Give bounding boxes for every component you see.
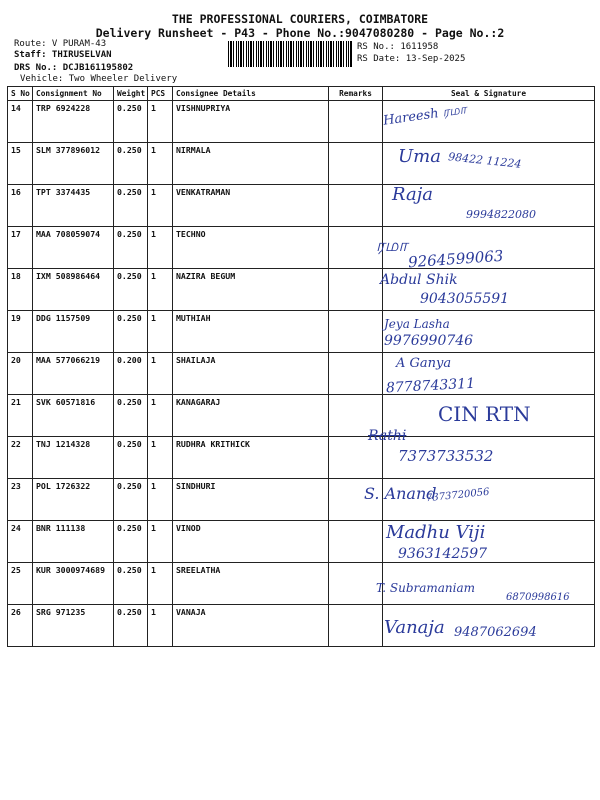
table-row: [8, 437, 595, 479]
signature-18: Abdul Shik: [380, 272, 458, 288]
weight: 0.250: [114, 395, 148, 437]
signature-15: Uma: [398, 146, 441, 167]
signature-17: ரமா: [376, 236, 408, 256]
sno: 24: [8, 521, 33, 563]
remarks: [329, 227, 383, 269]
sno: 17: [8, 227, 33, 269]
sno: 26: [8, 605, 33, 647]
consignee: TECHNO: [173, 227, 329, 269]
consignment-no: DDG 1157509: [33, 311, 114, 353]
table-row: [8, 311, 595, 353]
remarks: [329, 185, 383, 227]
consignment-no: MAA 577066219: [33, 353, 114, 395]
col-consignee: Consignee Details: [173, 87, 329, 101]
consignee: SREELATHA: [173, 563, 329, 605]
signature-23-number: 7373720056: [425, 486, 491, 505]
consignee: VISHNUPRIYA: [173, 101, 329, 143]
signature-24-number: 9363142597: [398, 546, 488, 562]
remarks: [329, 143, 383, 185]
route-label: Route: V PURAM-43: [14, 39, 107, 49]
col-sno: S No: [8, 87, 33, 101]
signature-23: S. Anand: [364, 484, 437, 503]
sno: 16: [8, 185, 33, 227]
consignee: KANAGARAJ: [173, 395, 329, 437]
runsheet-table: [7, 86, 595, 647]
sno: 20: [8, 353, 33, 395]
pcs: 1: [148, 605, 173, 647]
remarks: [329, 269, 383, 311]
signature-19: Jeya Lasha: [384, 317, 450, 331]
pcs: 1: [148, 521, 173, 563]
pcs: 1: [148, 227, 173, 269]
consignment-no: SLM 377896012: [33, 143, 114, 185]
pcs: 1: [148, 311, 173, 353]
signature-16-number: 9994822080: [466, 208, 536, 221]
consignee: SHAILAJA: [173, 353, 329, 395]
consignment-no: MAA 708059074: [33, 227, 114, 269]
consignee: RUDHRA KRITHICK: [173, 437, 329, 479]
sno: 15: [8, 143, 33, 185]
remarks: [329, 353, 383, 395]
sno: 14: [8, 101, 33, 143]
weight: 0.250: [114, 269, 148, 311]
table-row: [8, 521, 595, 563]
signature-20-number: 8778743311: [385, 375, 476, 397]
pcs: 1: [148, 353, 173, 395]
remarks: [329, 101, 383, 143]
table-row: [8, 479, 595, 521]
signature-25: T. Subramaniam: [376, 581, 476, 595]
sno: 21: [8, 395, 33, 437]
table-row: [8, 353, 595, 395]
staff-label: Staff: THIRUSELVAN: [14, 50, 112, 60]
consignee: VENKATRAMAN: [173, 185, 329, 227]
table-row: [8, 227, 595, 269]
consignment-no: TNJ 1214328: [33, 437, 114, 479]
signature-19-number: 9976990746: [384, 333, 474, 349]
signature-15-number: 98422 11224: [447, 150, 522, 171]
consignee: VANAJA: [173, 605, 329, 647]
weight: 0.250: [114, 521, 148, 563]
consignment-no: POL 1726322: [33, 479, 114, 521]
signature-21: CIN RTN: [438, 402, 531, 426]
weight: 0.250: [114, 605, 148, 647]
signature-26-number: 9487062694: [454, 625, 537, 640]
consignment-no: BNR 111138: [33, 521, 114, 563]
sno: 18: [8, 269, 33, 311]
col-pcs: PCS: [148, 87, 173, 101]
pcs: 1: [148, 269, 173, 311]
weight: 0.250: [114, 185, 148, 227]
consignment-no: TPT 3374435: [33, 185, 114, 227]
weight: 0.200: [114, 353, 148, 395]
consignment-no: KUR 3000974689: [33, 563, 114, 605]
drs-label: DRS No.: DCJB161195802: [14, 63, 134, 73]
signature-22: Rathi: [368, 428, 407, 444]
consignee: SINDHURI: [173, 479, 329, 521]
remarks: [329, 311, 383, 353]
sno: 19: [8, 311, 33, 353]
company-title: THE PROFESSIONAL COURIERS, COIMBATORE: [171, 12, 429, 26]
weight: 0.250: [114, 143, 148, 185]
signature-26: Vanaja: [384, 617, 445, 638]
col-weight: Weight: [114, 87, 148, 101]
pcs: 1: [148, 437, 173, 479]
consignment-no: SRG 971235: [33, 605, 114, 647]
signature-22-number: 7373733532: [398, 447, 494, 465]
pcs: 1: [148, 101, 173, 143]
consignee: MUTHIAH: [173, 311, 329, 353]
consignee: NIRMALA: [173, 143, 329, 185]
vehicle-label: Vehicle: Two Wheeler Delivery: [20, 74, 178, 84]
consignee: VINOD: [173, 521, 329, 563]
signature-20: A Ganya: [396, 356, 452, 371]
col-signature: Seal & Signature: [383, 87, 595, 101]
remarks: [329, 563, 383, 605]
table-header-row: [8, 87, 595, 101]
weight: 0.250: [114, 437, 148, 479]
weight: 0.250: [114, 311, 148, 353]
weight: 0.250: [114, 563, 148, 605]
sno: 25: [8, 563, 33, 605]
barcode: [228, 41, 352, 67]
consignment-no: TRP 6924228: [33, 101, 114, 143]
remarks: [329, 605, 383, 647]
table-row: [8, 101, 595, 143]
runsheet-title: Delivery Runsheet - P43 - Phone No.:9047080280 - Page No.:2: [95, 26, 505, 40]
col-remarks: Remarks: [329, 87, 383, 101]
consignee: NAZIRA BEGUM: [173, 269, 329, 311]
signature-14: Hareesh ரமா: [382, 102, 468, 129]
sno: 23: [8, 479, 33, 521]
pcs: 1: [148, 563, 173, 605]
rs-number: RS No.: 1611958: [357, 42, 439, 52]
pcs: 1: [148, 395, 173, 437]
weight: 0.250: [114, 101, 148, 143]
pcs: 1: [148, 185, 173, 227]
signature-16: Raja: [392, 184, 434, 205]
rs-date: RS Date: 13-Sep-2025: [357, 54, 466, 64]
signature-24: Madhu Viji: [386, 522, 486, 543]
weight: 0.250: [114, 227, 148, 269]
consignment-no: IXM 508986464: [33, 269, 114, 311]
sno: 22: [8, 437, 33, 479]
signature-25-number: 6870998616: [506, 592, 570, 603]
col-consignment: Consignment No: [33, 87, 114, 101]
signature-17-number: 9264599063: [407, 246, 504, 272]
pcs: 1: [148, 143, 173, 185]
pcs: 1: [148, 479, 173, 521]
signature-18-number: 9043055591: [420, 291, 510, 307]
weight: 0.250: [114, 479, 148, 521]
remarks: [329, 521, 383, 563]
consignment-no: SVK 60571816: [33, 395, 114, 437]
